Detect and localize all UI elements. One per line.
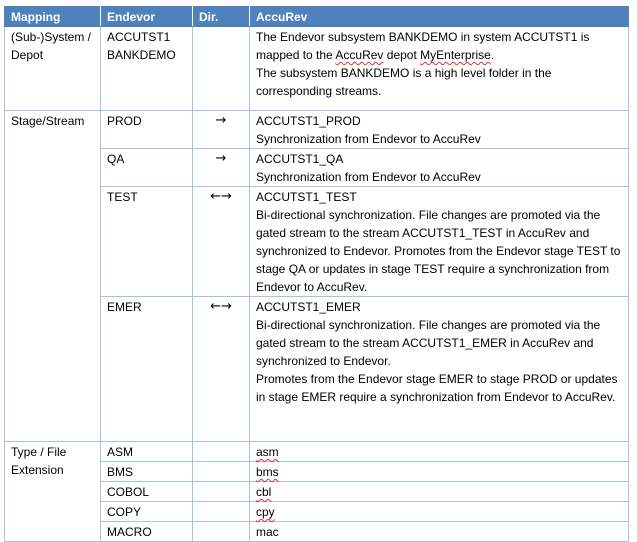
- table-row-prod: [5, 111, 629, 149]
- accurev-qa-desc: Synchronization from Endevor to AccuRev: [256, 170, 481, 184]
- cell-endevor-macro: MACRO: [101, 522, 193, 542]
- mapping-table-container: [4, 6, 628, 542]
- cell-accurev-cobol: [250, 482, 629, 502]
- cell-endevor-prod: PROD: [101, 111, 193, 149]
- cell-dir-test: [193, 187, 250, 297]
- cell-endevor-cobol: COBOL: [101, 482, 193, 502]
- mapping-label-type: Type / File Extension: [11, 445, 67, 477]
- cell-accurev-bms: [250, 462, 629, 482]
- accurev-emer-desc: Bi-directional synchronization. File changes are promoted via the gated stream to the stream ACCUTST1_EMER in AccuRev and synchronized to Endevor.: [256, 318, 601, 368]
- cell-accurev-emer: [250, 297, 629, 442]
- cell-endevor-bms: BMS: [101, 462, 193, 482]
- cell-dir-subsystem: [193, 27, 250, 111]
- cell-accurev-asm: [250, 442, 629, 462]
- accurev-subsystem-text-pre: The Endevor subsystem BANKDEMO in system ACCUTST1 is mapped to the: [256, 30, 590, 62]
- cell-dir-copy: [193, 502, 250, 522]
- accurev-subsystem-text-1: [256, 28, 624, 64]
- cell-dir-qa: [193, 149, 250, 187]
- cell-accurev-test: [250, 187, 629, 297]
- accurev-prod-stream: ACCUTST1_PROD: [256, 114, 361, 128]
- right-arrow-icon: →: [215, 113, 227, 128]
- accurev-emer-stream: ACCUTST1_EMER: [256, 300, 361, 314]
- accurev-emer-desc-2: Promotes from the Endevor stage EMER to stage PROD or updates in stage EMER require a synchronization from Endevor to AccuRev.: [256, 372, 618, 404]
- cell-mapping-subsystem: [5, 27, 101, 111]
- accurev-word-depot: MyEnterprise: [420, 48, 491, 62]
- extension-asm: asm: [256, 445, 279, 459]
- bidirectional-arrow-icon: ←→: [210, 189, 232, 204]
- table-row-type-asm: [5, 442, 629, 462]
- extension-cpy: cpy: [256, 505, 275, 519]
- extension-bms: bms: [256, 465, 279, 479]
- accurev-subsystem-text-end: .: [490, 48, 495, 62]
- cell-accurev-subsystem: [250, 27, 629, 111]
- cell-dir-prod: [193, 111, 250, 149]
- cell-endevor-qa: QA: [101, 149, 193, 187]
- mapping-label-stage: Stage/Stream: [11, 114, 85, 128]
- cell-endevor-emer: EMER: [101, 297, 193, 442]
- table-row-subsystem: [5, 27, 629, 111]
- header-endevor: Endevor: [101, 7, 193, 27]
- endevor-subsystem: BANKDEMO: [107, 48, 176, 62]
- cell-dir-bms: [193, 462, 250, 482]
- mapping-table: [4, 6, 629, 542]
- cell-dir-emer: [193, 297, 250, 442]
- cell-endevor-asm: ASM: [101, 442, 193, 462]
- cell-endevor-test: TEST: [101, 187, 193, 297]
- right-arrow-icon: →: [215, 151, 227, 166]
- bidirectional-arrow-icon: ←→: [210, 299, 232, 314]
- cell-accurev-qa: [250, 149, 629, 187]
- accurev-subsystem-text-mid: depot: [383, 48, 421, 62]
- accurev-subsystem-text-2: The subsystem BANKDEMO is a high level folder in the corresponding streams.: [256, 66, 552, 98]
- header-accurev: AccuRev: [250, 7, 629, 27]
- extension-mac: mac: [256, 525, 279, 539]
- cell-accurev-macro: [250, 522, 629, 542]
- extension-cbl: cbl: [256, 485, 272, 499]
- cell-dir-macro: [193, 522, 250, 542]
- accurev-test-stream: ACCUTST1_TEST: [256, 190, 357, 204]
- cell-accurev-copy: [250, 502, 629, 522]
- cell-dir-asm: [193, 442, 250, 462]
- cell-mapping-type: [5, 442, 101, 542]
- cell-endevor-subsystem: [101, 27, 193, 111]
- cell-endevor-copy: COPY: [101, 502, 193, 522]
- cell-dir-cobol: [193, 482, 250, 502]
- accurev-test-desc: Bi-directional synchronization. File changes are promoted via the gated stream to the stream ACCUTST1_TEST in AccuRev and synchronized to Endevor. Promotes from the Endevor stage TEST to stage QA or updates in stage TEST require a synchronization from Endevor to AccuRev.: [256, 208, 621, 294]
- cell-accurev-prod: [250, 111, 629, 149]
- mapping-label-subsystem: (Sub-)System / Depot: [11, 30, 92, 62]
- endevor-system: ACCUTST1: [107, 30, 171, 44]
- header-mapping: Mapping: [5, 7, 101, 27]
- accurev-prod-desc: Synchronization from Endevor to AccuRev: [256, 132, 481, 146]
- header-row: [5, 7, 629, 27]
- accurev-qa-stream: ACCUTST1_QA: [256, 152, 344, 166]
- cell-mapping-stage: [5, 111, 101, 442]
- accurev-word-accurev: AccuRev: [335, 48, 384, 62]
- header-dir: Dir.: [193, 7, 250, 27]
